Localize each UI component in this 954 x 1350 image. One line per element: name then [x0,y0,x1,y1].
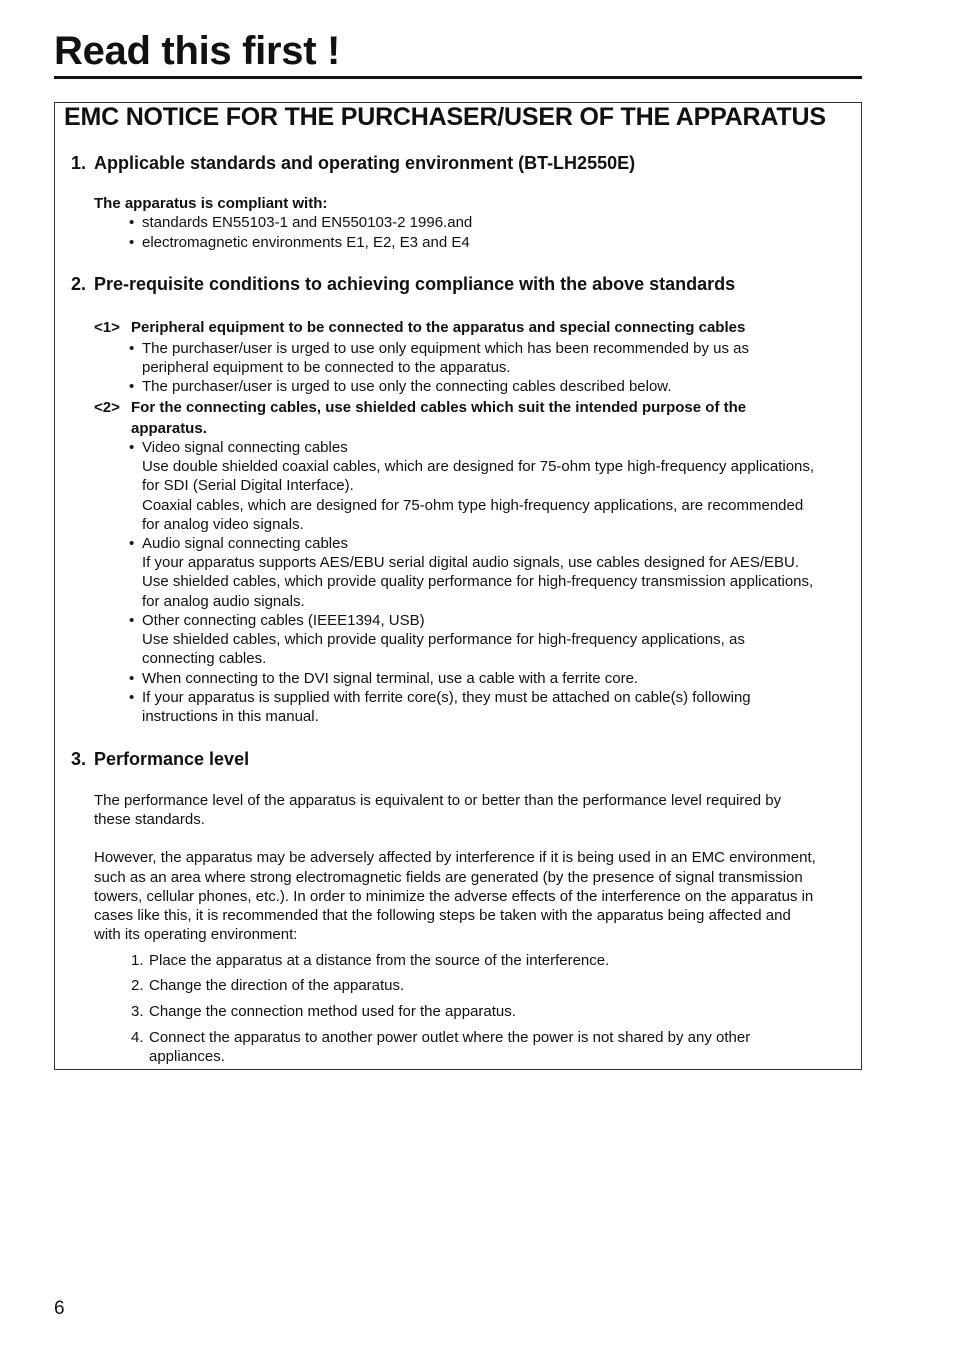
ferrite-core-text: instructions in this manual. [142,708,319,725]
section-1-heading: Applicable standards and operating environment (BT-LH2550E) [94,153,636,173]
performance-paragraph: these standards. [94,811,205,828]
step-number: 3. [131,1003,144,1020]
bullet-icon: • [129,689,135,706]
page-title: Read this first ! [54,28,862,79]
step-text: Change the connection method used for the apparatus. [149,1003,516,1020]
step-number: 2. [131,977,144,994]
audio-cables-text: for analog audio signals. [142,593,305,610]
video-cables-title: Video signal connecting cables [142,439,348,456]
sub-2-marker: <2> [94,399,120,416]
step-number: 1. [131,952,144,969]
bullet-icon: • [129,214,135,231]
audio-cables-text: Use shielded cables, which provide quality performance for high-frequency transmission applications, [142,573,814,590]
interference-paragraph: with its operating environment: [94,926,298,943]
section-3-heading: Performance level [94,749,250,769]
bullet-icon: • [129,535,135,552]
step-text: Place the apparatus at a distance from the source of the interference. [149,952,610,969]
video-cables-text: for SDI (Serial Digital Interface). [142,477,354,494]
section-3-number: 3. [71,749,87,769]
sub-1-marker: <1> [94,319,120,336]
other-cables-text: connecting cables. [142,650,267,667]
notice-title: EMC NOTICE FOR THE PURCHASER/USER OF THE APPARATUS [64,103,826,131]
compliance-standards: standards EN55103-1 and EN550103-2 1996.and [142,214,473,231]
bullet-icon: • [129,234,135,251]
compliance-environments: electromagnetic environments E1, E2, E3 and E4 [142,234,470,251]
bullet-icon: • [129,378,135,395]
audio-cables-text: If your apparatus supports AES/EBU serial digital audio signals, use cables designed for AES/EBU. [142,554,800,571]
video-cables-text: Use double shielded coaxial cables, which are designed for 75-ohm type high-frequency applications, [142,458,815,475]
performance-paragraph: The performance level of the apparatus is equivalent to or better than the performance level required by [94,792,782,809]
video-cables-text: Coaxial cables, which are designed for 75-ohm type high-frequency applications, are recommended [142,497,804,514]
step-text: Change the direction of the apparatus. [149,977,405,994]
bullet-icon: • [129,340,135,357]
bullet-icon: • [129,670,135,687]
sub-2-heading: For the connecting cables, use shielded cables which suit the intended purpose of the [131,399,747,416]
step-text: appliances. [149,1048,225,1065]
emc-notice-box [54,102,862,1070]
page-number: 6 [54,1298,65,1319]
bullet-icon: • [129,439,135,456]
video-cables-text: for analog video signals. [142,516,304,533]
section-2-heading: Pre-requisite conditions to achieving compliance with the above standards [94,274,736,294]
sub-2-heading: apparatus. [131,420,207,437]
sub-1-heading: Peripheral equipment to be connected to the apparatus and special connecting cables [131,319,746,336]
interference-paragraph: However, the apparatus may be adversely affected by interference if it is being used in an EMC environment, [94,849,816,866]
section-1-number: 1. [71,153,87,173]
cables-text-line: The purchaser/user is urged to use only the connecting cables described below. [142,378,672,395]
ferrite-core-text: If your apparatus is supplied with ferrite core(s), they must be attached on cable(s) following [142,689,751,706]
other-cables-text: Use shielded cables, which provide quality performance for high-frequency applications, as [142,631,745,648]
section-2-number: 2. [71,274,87,294]
equipment-text-line: The purchaser/user is urged to use only equipment which has been recommended by us as [142,340,750,357]
step-number: 4. [131,1029,144,1046]
interference-paragraph: cases like this, it is recommended that the following steps be taken with the apparatus being affected and [94,907,791,924]
step-text: Connect the apparatus to another power outlet where the power is not shared by any other [149,1029,751,1046]
dvi-cable-text: When connecting to the DVI signal terminal, use a cable with a ferrite core. [142,670,639,687]
bullet-icon: • [129,612,135,629]
compliance-intro: The apparatus is compliant with: [94,195,328,212]
interference-paragraph: such as an area where strong electromagnetic fields are generated (by the presence of signal transmission [94,869,803,886]
audio-cables-title: Audio signal connecting cables [142,535,348,552]
equipment-text-line: peripheral equipment to be connected to the apparatus. [142,359,511,376]
interference-paragraph: towers, cellular phones, etc.). In order to minimize the adverse effects of the interference on the apparatus in [94,888,814,905]
other-cables-title: Other connecting cables (IEEE1394, USB) [142,612,425,629]
